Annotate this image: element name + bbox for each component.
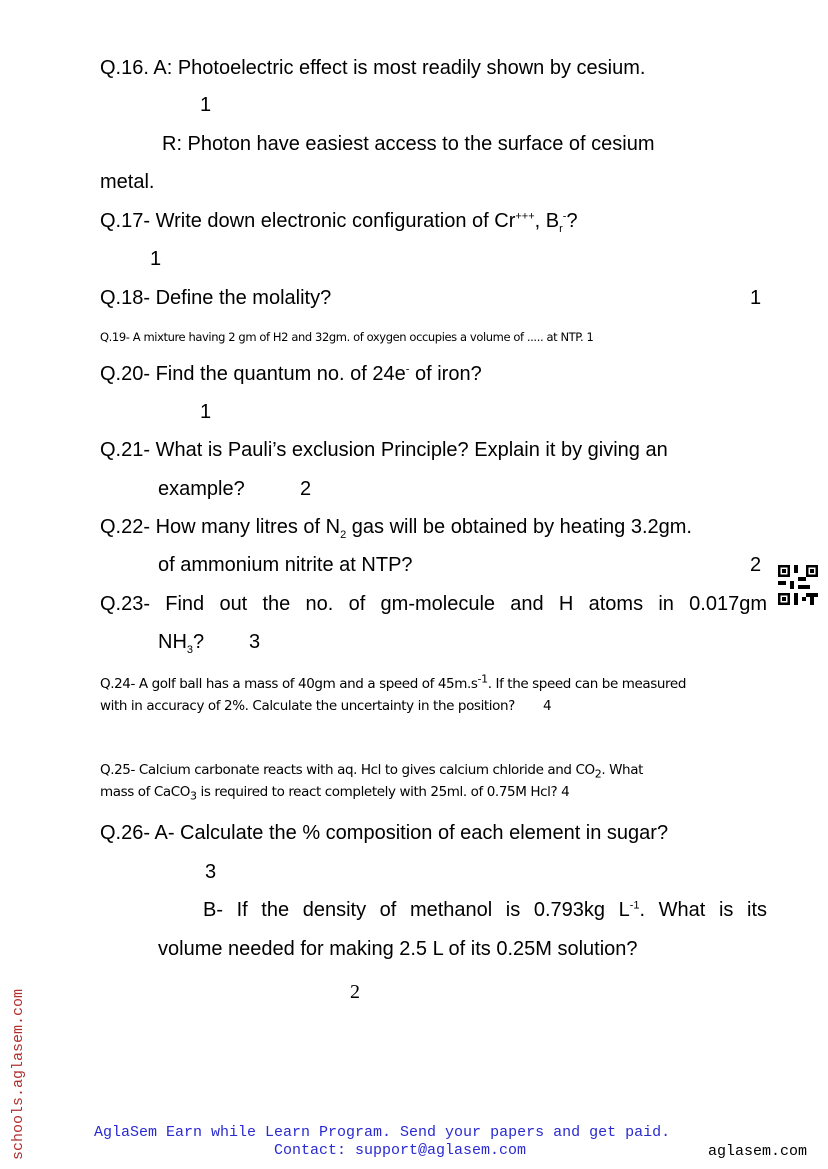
q24-marks: 4: [542, 698, 552, 714]
q25-line2: [100, 781, 569, 803]
q25-line1: [100, 759, 643, 781]
q25-text: Q.25- Calcium carbonate reacts with aq. Hcl to gives calcium chloride and CO: [100, 762, 595, 778]
q23-q: ?: [193, 631, 205, 653]
q17-text: Q.17- Write down electronic configuration of Cr: [100, 210, 516, 232]
q17-end: ?: [566, 210, 578, 232]
q24-sup: -1: [477, 672, 488, 686]
q21-marks: 2: [300, 478, 312, 500]
q17-sup2: -: [562, 210, 567, 223]
q26-b-text2: . What is its: [639, 899, 767, 921]
q26-b: [203, 898, 767, 922]
q23-line2: [158, 630, 204, 654]
q16-marks: 1: [200, 94, 212, 116]
q25-text2: . What: [601, 762, 643, 778]
footer-contact[interactable]: [274, 1142, 526, 1160]
footer-promo: AglaSem Earn while Learn Program. Send your papers and get paid.: [94, 1124, 671, 1141]
q24-text2: . If the speed can be measured: [487, 676, 686, 692]
q26-a: Q.26- A- Calculate the % composition of each element in sugar?: [100, 822, 669, 844]
q26-a-marks: 3: [205, 861, 217, 883]
q22-sub: 2: [340, 529, 347, 541]
watermark: schools.aglasem.com: [10, 988, 27, 1160]
q24-line1: [100, 673, 686, 695]
q26-sup: -1: [629, 899, 640, 912]
q20: [100, 362, 482, 386]
q17-mid: , B: [534, 210, 560, 232]
q24-line2-text: with in accuracy of 2%. Calculate the uncertainty in the position?: [100, 698, 515, 714]
q16-assertion: Q.16. A: Photoelectric effect is most readily shown by cesium.: [100, 57, 646, 79]
q26-b-text: B- If the density of methanol is 0.793kg L: [203, 899, 630, 921]
q22-marks: 2: [750, 554, 762, 576]
q25-sub: 2: [594, 767, 602, 781]
q22: [100, 515, 692, 539]
q24-text: Q.24- A golf ball has a mass of 40gm and a speed of 45m.s: [100, 676, 478, 692]
q20-end: of iron?: [409, 363, 482, 385]
q22-text2: gas will be obtained by heating 3.2gm.: [346, 516, 692, 538]
q23-marks: 3: [249, 631, 261, 653]
q16-reason: R: Photon have easiest access to the surface of cesium: [162, 133, 655, 155]
q22-text: Q.22- How many litres of N: [100, 516, 341, 538]
q23-sub: 3: [186, 644, 194, 656]
contact-email-link[interactable]: Contact: support@aglasem.com: [274, 1142, 527, 1159]
q23: Q.23- Find out the no. of gm-molecule and H atoms in 0.017gm: [100, 593, 767, 615]
q17-sub: r: [559, 223, 563, 235]
q26-b-line2: volume needed for making 2.5 L of its 0.25M solution?: [158, 938, 638, 960]
q20-text: Q.20- Find the quantum no. of 24e: [100, 363, 406, 385]
qr-code-icon: [778, 565, 818, 605]
footer-site[interactable]: aglasem.com: [708, 1143, 808, 1160]
q18-marks: 1: [750, 287, 762, 309]
q26-b-marks: 2: [350, 981, 360, 1003]
q20-marks: 1: [200, 401, 212, 423]
q19: Q.19- A mixture having 2 gm of H2 and 32gm. of oxygen occupies a volume of ..... at NTP. 1: [100, 330, 594, 344]
q24-line2: [100, 695, 551, 717]
q22-line2: of ammonium nitrite at NTP?: [158, 554, 413, 576]
q23-nh: NH: [158, 631, 187, 653]
q17: [100, 209, 578, 233]
q17-marks: 1: [150, 248, 162, 270]
q25-l2a: mass of CaCO: [100, 784, 191, 800]
q17-sup: +++: [515, 210, 535, 223]
q16-reason-cont: metal.: [100, 171, 155, 193]
q25-sub2: 3: [190, 789, 197, 803]
q18: Q.18- Define the molality?: [100, 287, 332, 309]
q21: Q.21- What is Pauli’s exclusion Principle? Explain it by giving an: [100, 439, 668, 461]
q25-l2b: is required to react completely with 25ml. of 0.75M Hcl? 4: [196, 784, 570, 800]
q20-sup: -: [405, 363, 410, 376]
q21-line2: example?: [158, 478, 245, 500]
